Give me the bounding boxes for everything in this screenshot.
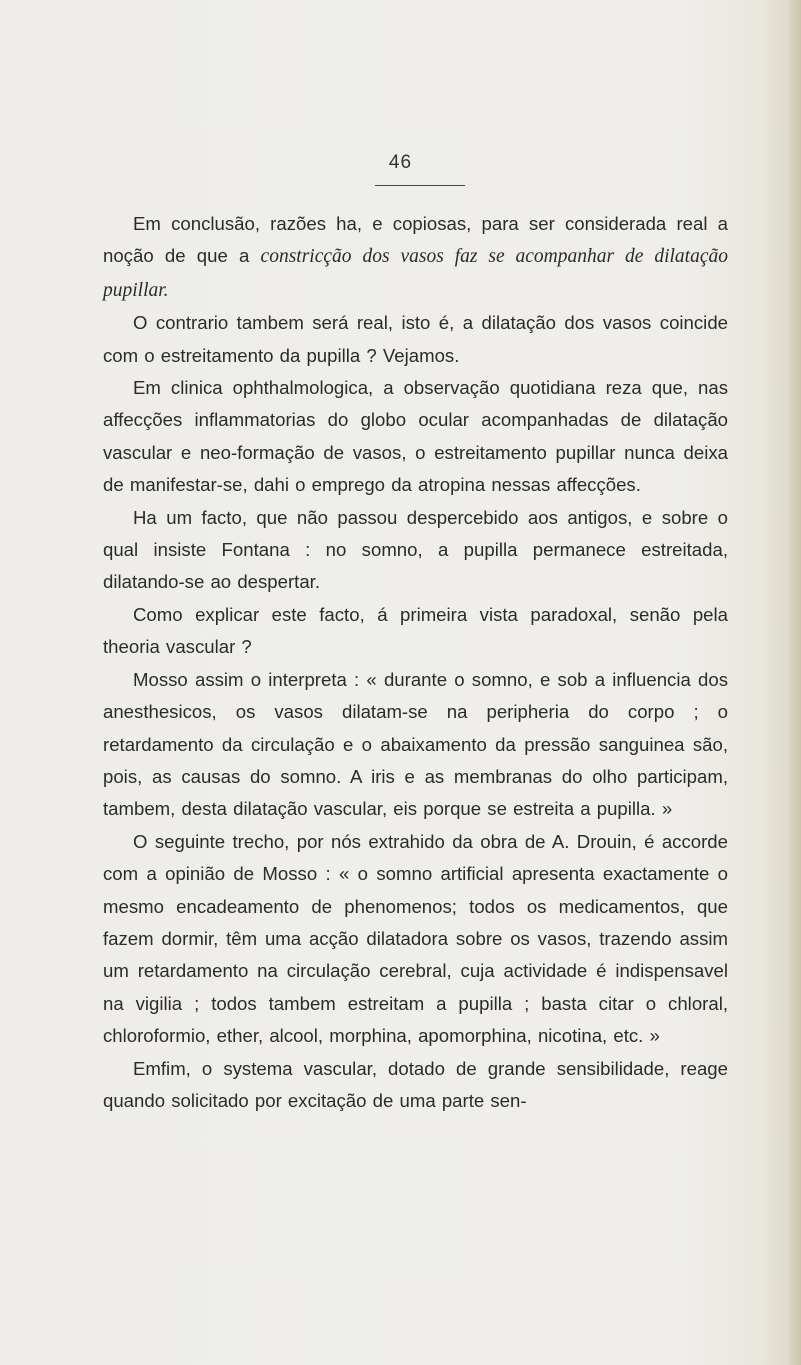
paragraph-1-italic: constricção dos vasos faz se acompanhar de dilatação pupillar. [103, 246, 728, 301]
paragraph-8: Emfim, o systema vascular, dotado de grande sensibilidade, reage quando solicitado por excitação de uma parte sen- [103, 1057, 728, 1111]
paragraph-3: Em clinica ophthalmologica, a observação quotidiana reza que, nas affecções inflammatorias do globo ocular acompanhadas de dilatação vascular e neo-formação de vasos, o estreitamento pupillar nunca deixa de manifestar-se, dahi o emprego da atropina nessas affecções. [103, 377, 728, 496]
paragraph-1 [103, 208, 728, 307]
paragraph-2: O contrario tambem será real, isto é, a dilatação dos vasos coincide com o estreitamento da pupilla ? Vejamos. [103, 312, 728, 366]
paragraph-7: O seguinte trecho, por nós extrahido da obra de A. Drouin, é accorde com a opinião de Mosso : « o somno artificial apresenta exactamente o mesmo encadeamento de phenomenos; todos os medicamentos, que fazem dormir, têm uma acção dilatadora sobre os vasos, trazendo assim um retardamento na circulação cerebral, cuja actividade é indispensavel na vigilia ; todos tambem estreitam a pupilla ; basta citar o chloral, chloroformio, ether, alcool, morphina, apomorphina, nicotina, etc. » [103, 830, 728, 1047]
header-rule [375, 185, 465, 186]
page-number: 46 [388, 152, 413, 173]
paragraph-1-text: Em conclusão, razões ha, e copiosas, para ser considerada real a noção de que a [103, 213, 728, 267]
page-edge-shadow [787, 0, 801, 1365]
paragraph-4: Ha um facto, que não passou despercebido aos antigos, e sobre o qual insiste Fontana : no somno, a pupilla permanece estreitada, dilatando-se ao despertar. [103, 506, 728, 593]
paragraph-5: Como explicar este facto, á primeira vista paradoxal, senão pela theoria vascular ? [103, 603, 728, 658]
paragraph-6: Mosso assim o interpreta : « durante o somno, e sob a influencia dos anesthesicos, os vasos dilatam-se na peripheria do corpo ; o retardamento da circulação e o abaixamento da pressão sanguinea são, pois, as causas do somno. A iris e as membranas do olho participam, tambem, desta dilatação vascular, eis porque se estreita a pupilla. » [103, 668, 728, 820]
body-text [103, 208, 728, 1117]
